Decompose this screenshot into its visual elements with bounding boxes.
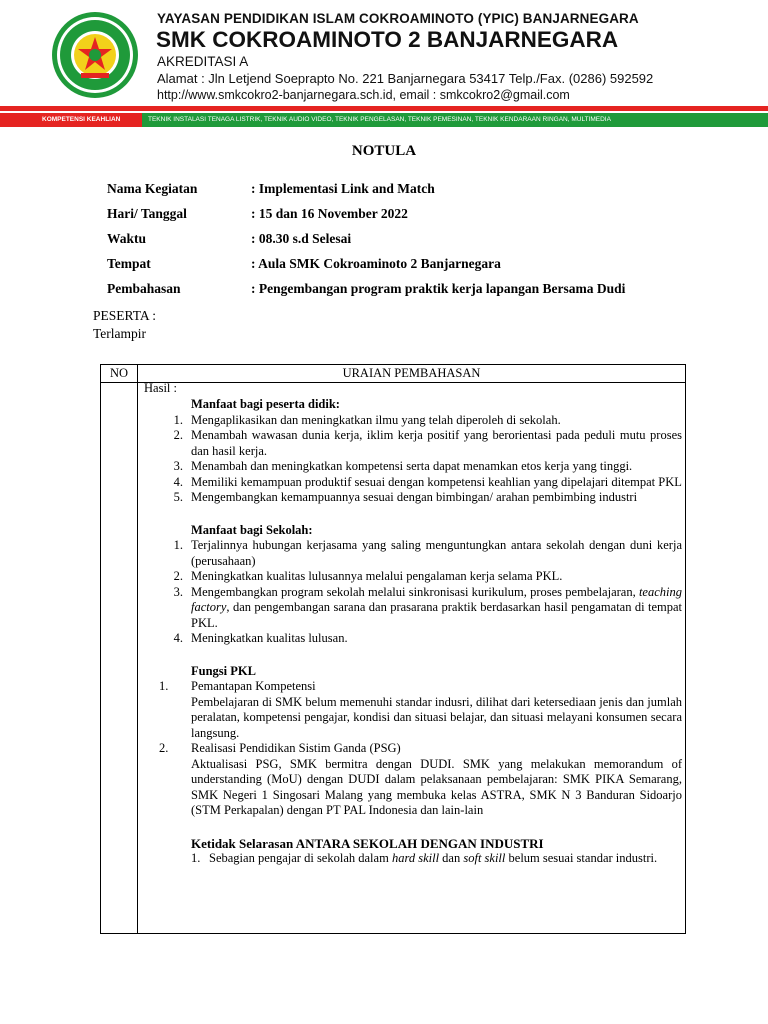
list-number: 2. — [173, 569, 183, 583]
info-value: : 15 dan 16 November 2022 — [251, 206, 408, 221]
foundation-name: YAYASAN PENDIDIKAN ISLAM COKROAMINOTO (YPIC) BANJARNEGARA — [157, 11, 639, 26]
participants-label: PESERTA : — [93, 308, 156, 323]
info-label: Hari/ Tanggal — [107, 206, 187, 221]
list-item — [144, 741, 682, 757]
column-header-no: NO — [109, 366, 129, 380]
list-text: Terjalinnya hubungan kerjasama yang saling menguntungkan antara sekolah dengan duni kerja (perusahaan) — [191, 538, 682, 568]
list-number: 1. — [173, 412, 183, 427]
list-number: 1. — [159, 679, 169, 693]
subsection-body: Pembelajaran di SMK belum memenuhi standar indusri, dilihat dari ketersediaan jenis dan jumlah peralatan, kompetensi pengajar, kondisi dan situasi belajar, dan situasi melayani konsumen secara langsung. — [191, 694, 682, 740]
subsection-heading: Pemantapan Kompetensi — [191, 679, 316, 693]
list-item — [144, 569, 682, 585]
school-name: SMK COKROAMINOTO 2 BANJARNEGARA — [156, 27, 619, 52]
info-value: : 08.30 s.d Selesai — [251, 231, 352, 246]
competency-band-label: KOMPETENSI KEAHLIAN — [0, 113, 142, 127]
list-number: 5. — [173, 490, 183, 504]
spacer — [144, 506, 682, 523]
document-title: NOTULA — [351, 143, 417, 159]
section-title-misalignment: Ketidak Selarasan ANTARA SEKOLAH DENGAN INDUSTRI — [191, 835, 544, 851]
list-item — [144, 538, 682, 569]
school-emblem-icon — [51, 11, 139, 99]
info-value: : Aula SMK Cokroaminoto 2 Banjarnegara — [251, 256, 501, 271]
list-item — [144, 679, 682, 695]
list-text-italic: soft skill — [463, 851, 506, 865]
info-label: Tempat — [107, 256, 151, 271]
table-column-divider — [137, 365, 138, 933]
list-text: Menambah wawasan dunia kerja, iklim kerja positif yang berorientasi pada peduli mutu proses dan hasil kerja. — [191, 428, 682, 458]
list-number: 4. — [173, 474, 183, 489]
list-text: belum sesuai standar industri. — [505, 851, 658, 865]
accreditation: AKREDITASI A — [157, 54, 249, 69]
list-number: 3. — [173, 459, 183, 473]
list-text: Mengaplikasikan dan meningkatkan ilmu yang telah diperoleh di sekolah. — [191, 412, 561, 427]
list-text: dan — [439, 851, 464, 865]
table-row — [144, 381, 682, 867]
list-text: Menambah dan meningkatkan kompetensi serta dapat menamkan etos kerja yang tinggi. — [191, 459, 633, 473]
section-title-pkl-functions: Fungsi PKL — [191, 663, 256, 678]
list-number: 1. — [173, 538, 183, 552]
list-text: , dan pengembangan sarana dan prasarana praktik berdasarkan hasil pengamatan di tempat PKL. — [191, 600, 682, 630]
competency-band-items: TEKNIK INSTALASI TENAGA LISTRIK, TEKNIK AUDIO VIDEO, TEKNIK PENGELASAN, TEKNIK PEMESINAN, TEKNIK KENDARAAN RINGAN, MULTIMEDIA — [148, 116, 611, 123]
header-divider — [0, 106, 768, 111]
section-title-school-benefits: Manfaat bagi Sekolah: — [191, 522, 313, 537]
list-text: Meningkatkan kualitas lulusannya melalui pengalaman kerja selama PKL. — [191, 569, 563, 583]
list-text-italic: teaching factory — [191, 584, 682, 614]
discussion-table — [100, 364, 686, 934]
list-item — [144, 490, 682, 506]
list-text-italic: hard skill — [391, 851, 440, 865]
competency-band — [0, 113, 768, 127]
school-website-email: http://www.smkcokro2-banjarnegara.sch.id, email : smkcokro2@gmail.com — [157, 88, 570, 102]
list-number: 2. — [159, 741, 169, 755]
list-item — [144, 413, 682, 429]
list-item — [144, 631, 682, 647]
info-label: Nama Kegiatan — [107, 181, 198, 196]
list-text: Mengembangkan program sekolah melalui sinkronisasi kurikulum, proses pembelajaran, — [191, 584, 639, 599]
participants — [93, 307, 156, 343]
subsection-body: Aktualisasi PSG, SMK bermitra dengan DUDI. SMK yang melakukan memorandum of understanding (MoU) dengan DUDI dalam pelaksanaan pembelajaran: SMK PIKA Semarang, SMK Negeri 1 Singosari Malang yang membuka kelas ASTRA, SMK N 3 Banduran Sidoarjo (STM Perkapalan) dengan PT PAL Indonesia dan lain-lain — [191, 756, 682, 817]
school-address: Alamat : Jln Letjend Soeprapto No. 221 Banjarnegara 53417 Telp./Fax. (0286) 592592 — [157, 71, 654, 86]
list-number: 4. — [173, 631, 183, 645]
spacer — [144, 819, 682, 836]
participants-value: Terlampir — [93, 326, 147, 341]
spacer — [144, 647, 682, 664]
hasil-label: Hasil : — [144, 381, 177, 395]
list-number: 2. — [173, 428, 183, 442]
info-value: : Implementasi Link and Match — [251, 181, 435, 196]
list-item — [144, 459, 682, 475]
list-text: Memiliki kemampuan produktif sesuai dengan kompetensi keahlian yang dipelajari ditempat PKL — [191, 474, 682, 489]
subsection-heading: Realisasi Pendidikan Sistim Ganda (PSG) — [191, 741, 401, 755]
list-item — [144, 851, 682, 867]
section-title-student-benefits: Manfaat bagi peserta didik: — [191, 397, 340, 411]
list-number: 3. — [173, 584, 183, 599]
info-label: Waktu — [107, 231, 147, 246]
list-item — [144, 428, 682, 459]
list-item — [144, 585, 682, 632]
list-text: Mengembangkan kemampuannya sesuai dengan bimbingan/ arahan pembimbing industri — [191, 490, 638, 504]
list-text: Meningkatkan kualitas lulusan. — [191, 631, 348, 645]
list-number: 1. — [191, 851, 201, 865]
list-text: Sebagian pengajar di sekolah dalam — [209, 851, 392, 865]
list-item — [144, 475, 682, 491]
info-value: : Pengembangan program praktik kerja lapangan Bersama Dudi — [251, 281, 626, 296]
column-header-uraian: URAIAN PEMBAHASAN — [342, 366, 481, 380]
info-label: Pembahasan — [107, 281, 181, 296]
